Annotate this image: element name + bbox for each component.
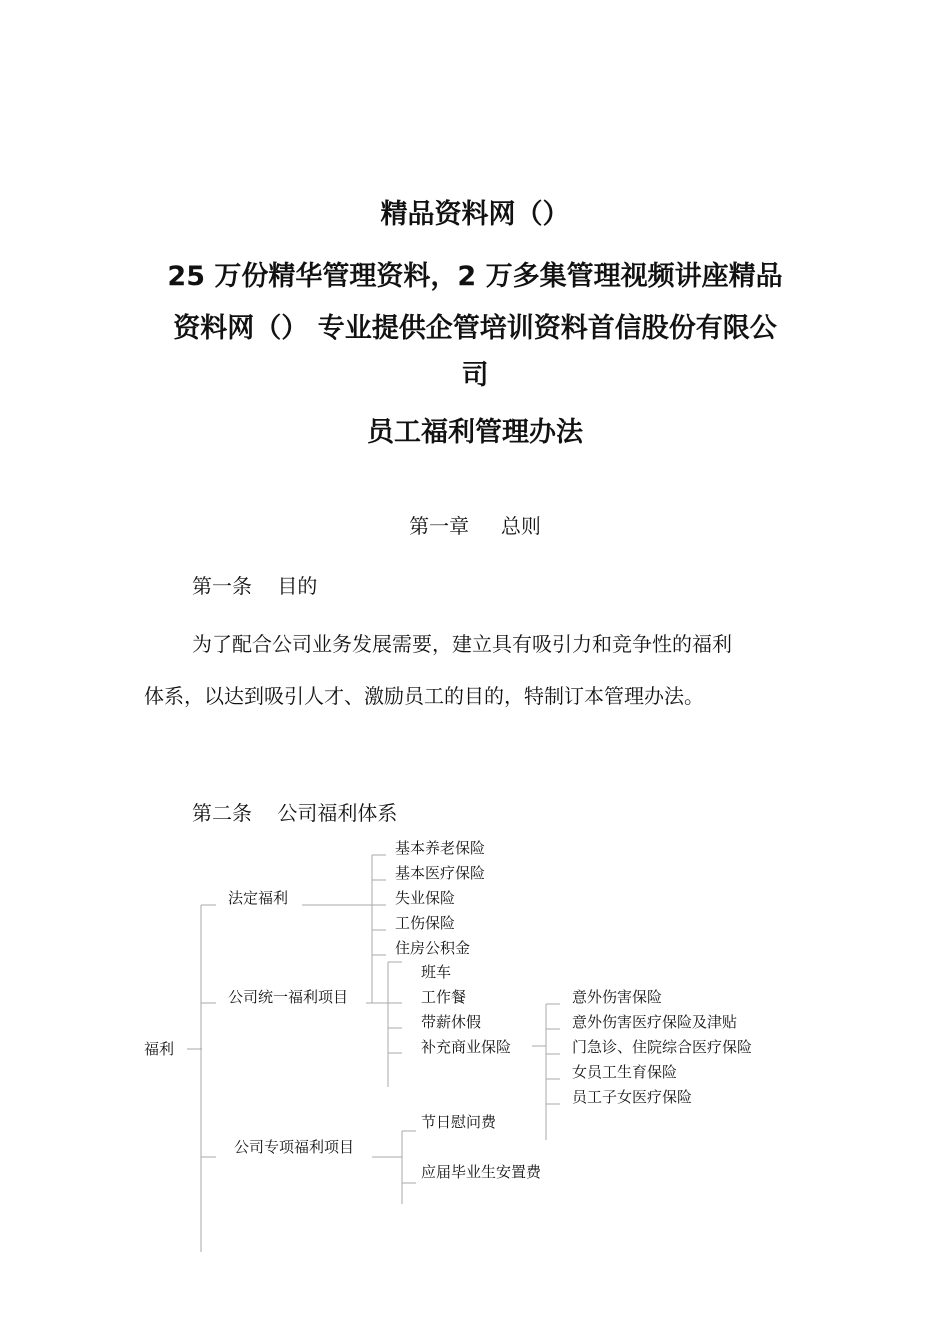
header-line-3: 司 — [461, 360, 489, 391]
chapter-heading: 第一章 总则 — [409, 514, 541, 538]
article-1-paragraph-line-2: 体系，以达到吸引人才、激励员工的目的，特制订本管理办法。 — [144, 684, 704, 708]
tree-leaf-children-medical: 员工子女医疗保险 — [572, 1088, 693, 1106]
tree-leaf-medical: 基本医疗保险 — [395, 864, 486, 882]
tree-leaf-housing-fund: 住房公积金 — [395, 939, 471, 957]
tree-leaf-unemployment: 失业保险 — [395, 889, 456, 907]
tree-node-statutory: 法定福利 — [228, 889, 289, 907]
tree-leaf-pension: 基本养老保险 — [395, 839, 486, 857]
header-line-1: 25 万份精华管理资料，2 万多集管理视频讲座精品 — [167, 261, 783, 292]
tree-leaf-injury: 工伤保险 — [395, 914, 456, 932]
tree-leaf-maternity: 女员工生育保险 — [572, 1063, 678, 1081]
tree-leaf-shuttle: 班车 — [421, 963, 452, 981]
site-header: 精品资料网（） — [380, 199, 570, 230]
tree-node-unified: 公司统一福利项目 — [228, 988, 349, 1006]
article-2-heading: 第二条 公司福利体系 — [192, 801, 398, 825]
document-title: 员工福利管理办法 — [367, 417, 583, 448]
tree-leaf-graduate-settlement: 应届毕业生安置费 — [421, 1163, 542, 1181]
article-1-paragraph-line-1: 为了配合公司业务发展需要，建立具有吸引力和竞争性的福利 — [192, 632, 732, 656]
tree-root-welfare: 福利 — [144, 1040, 175, 1058]
tree-leaf-meals: 工作餐 — [421, 988, 467, 1006]
tree-leaf-paid-leave: 带薪休假 — [421, 1013, 482, 1031]
tree-leaf-holiday-allowance: 节日慰问费 — [421, 1113, 497, 1131]
tree-node-special: 公司专项福利项目 — [234, 1138, 355, 1156]
tree-node-commercial-insurance: 补充商业保险 — [421, 1038, 512, 1056]
tree-leaf-outpatient-inpatient: 门急诊、住院综合医疗保险 — [572, 1038, 753, 1056]
tree-leaf-accident: 意外伤害保险 — [572, 988, 663, 1006]
header-line-2: 资料网（） 专业提供企管培训资料首信股份有限公 — [173, 313, 777, 344]
tree-leaf-accident-medical: 意外伤害医疗保险及津贴 — [572, 1013, 738, 1031]
article-1-heading: 第一条 目的 — [192, 574, 318, 598]
